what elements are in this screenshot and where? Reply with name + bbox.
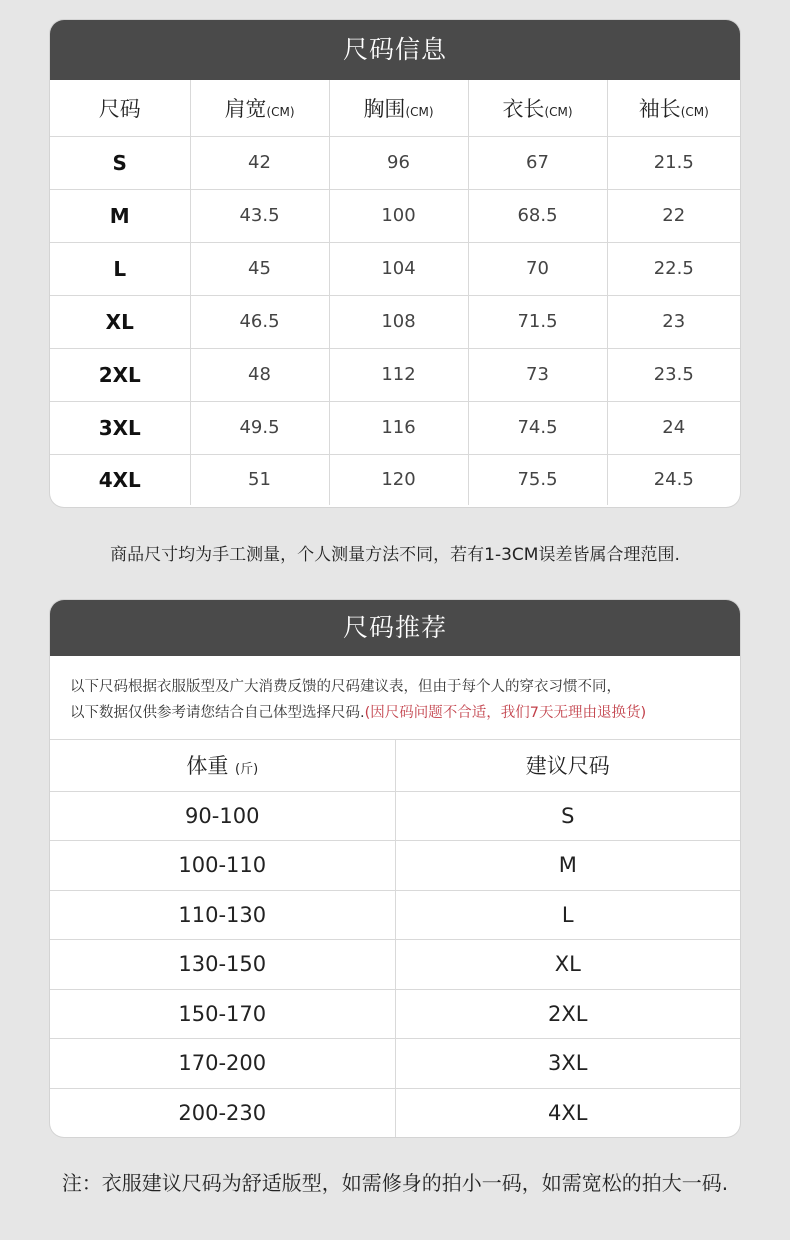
chest-cell: 112 xyxy=(329,348,468,401)
recommend-desc-line1: 以下尺码根据衣服版型及广大消费反馈的尺码建议表，但由于每个人的穿衣习惯不同， xyxy=(70,679,621,695)
suggested-size-cell: 2XL xyxy=(395,989,740,1039)
recommend-desc-line2: 以下数据仅供参考请您结合自己体型选择尺码.(因尺码问题不合适，我们7天无理由退换货) xyxy=(70,705,647,721)
weight-cell: 150-170 xyxy=(50,989,395,1039)
table-row xyxy=(50,189,740,242)
shoulder-cell: 46.5 xyxy=(190,295,329,348)
table-row xyxy=(50,989,740,1039)
size-info-header-row xyxy=(50,80,740,136)
size-cell: S xyxy=(50,136,190,189)
length-cell: 67 xyxy=(468,136,607,189)
size-recommend-card xyxy=(50,600,740,1137)
chest-cell: 100 xyxy=(329,189,468,242)
sleeve-cell: 24.5 xyxy=(653,469,694,491)
shoulder-cell: 45 xyxy=(190,242,329,295)
length-cell: 75.5 xyxy=(468,454,607,505)
weight-cell: 170-200 xyxy=(50,1039,395,1089)
table-row xyxy=(50,136,740,189)
weight-cell: 130-150 xyxy=(50,940,395,990)
table-row xyxy=(50,1088,740,1137)
sleeve-cell: 24 xyxy=(607,401,740,454)
chest-cell: 120 xyxy=(329,454,468,505)
weight-cell: 200-230 xyxy=(50,1088,395,1137)
table-row xyxy=(50,791,740,841)
size-cell: XL xyxy=(50,295,190,348)
sleeve-cell: 21.5 xyxy=(607,136,740,189)
size-recommend-table xyxy=(50,740,740,1137)
chest-cell: 104 xyxy=(329,242,468,295)
header-length: 衣长(CM) xyxy=(468,80,607,136)
chest-cell: 96 xyxy=(329,136,468,189)
recommend-description xyxy=(50,656,740,740)
table-row xyxy=(50,295,740,348)
suggested-size-cell: 3XL xyxy=(395,1039,740,1089)
size-cell: 3XL xyxy=(50,401,190,454)
size-info-title: 尺码信息 xyxy=(50,20,740,80)
return-policy-highlight: (因尺码问题不合适，我们7天无理由退换货) xyxy=(364,705,647,721)
header-suggested-size: 建议尺码 xyxy=(395,740,740,791)
table-row xyxy=(50,1039,740,1089)
table-row xyxy=(50,401,740,454)
chest-cell: 108 xyxy=(329,295,468,348)
shoulder-cell: 43.5 xyxy=(190,189,329,242)
shoulder-cell: 48 xyxy=(190,348,329,401)
size-cell: L xyxy=(50,242,190,295)
size-info-card xyxy=(50,20,740,507)
table-row xyxy=(50,940,740,990)
size-cell: 4XL xyxy=(50,454,190,505)
sleeve-cell: 22 xyxy=(607,189,740,242)
sleeve-cell: 22.5 xyxy=(607,242,740,295)
suggested-size-cell: S xyxy=(395,791,740,841)
suggested-size-cell: XL xyxy=(395,940,740,990)
suggested-size-cell: M xyxy=(395,841,740,891)
table-row xyxy=(50,454,740,505)
size-cell: 2XL xyxy=(50,348,190,401)
footer-note: 注：衣服建议尺码为舒适版型，如需修身的拍小一码，如需宽松的拍大一码. xyxy=(61,1171,729,1195)
shoulder-cell: 42 xyxy=(190,136,329,189)
header-size: 尺码 xyxy=(50,80,190,136)
weight-cell: 100-110 xyxy=(50,841,395,891)
table-row xyxy=(50,242,740,295)
suggested-size-cell: 4XL xyxy=(548,1101,588,1125)
table-row xyxy=(50,348,740,401)
size-info-table xyxy=(50,80,740,505)
size-recommend-title: 尺码推荐 xyxy=(50,600,740,656)
header-sleeve: 袖长(CM) xyxy=(607,80,740,136)
size-cell: M xyxy=(50,189,190,242)
length-cell: 68.5 xyxy=(468,189,607,242)
header-shoulder: 肩宽(CM) xyxy=(190,80,329,136)
shoulder-cell: 51 xyxy=(190,454,329,505)
length-cell: 70 xyxy=(468,242,607,295)
table-row xyxy=(50,841,740,891)
sleeve-cell: 23.5 xyxy=(607,348,740,401)
weight-cell: 90-100 xyxy=(50,791,395,841)
recommend-header-row xyxy=(50,740,740,791)
header-chest: 胸围(CM) xyxy=(329,80,468,136)
weight-cell: 110-130 xyxy=(50,890,395,940)
suggested-size-cell: L xyxy=(395,890,740,940)
measure-note: 商品尺寸均为手工测量，个人测量方法不同，若有1-3CM误差皆属合理范围. xyxy=(110,545,680,565)
length-cell: 74.5 xyxy=(468,401,607,454)
length-cell: 71.5 xyxy=(468,295,607,348)
sleeve-cell: 23 xyxy=(607,295,740,348)
table-row xyxy=(50,890,740,940)
shoulder-cell: 49.5 xyxy=(190,401,329,454)
length-cell: 73 xyxy=(468,348,607,401)
header-weight: 体重 (斤) xyxy=(50,740,395,791)
chest-cell: 116 xyxy=(329,401,468,454)
